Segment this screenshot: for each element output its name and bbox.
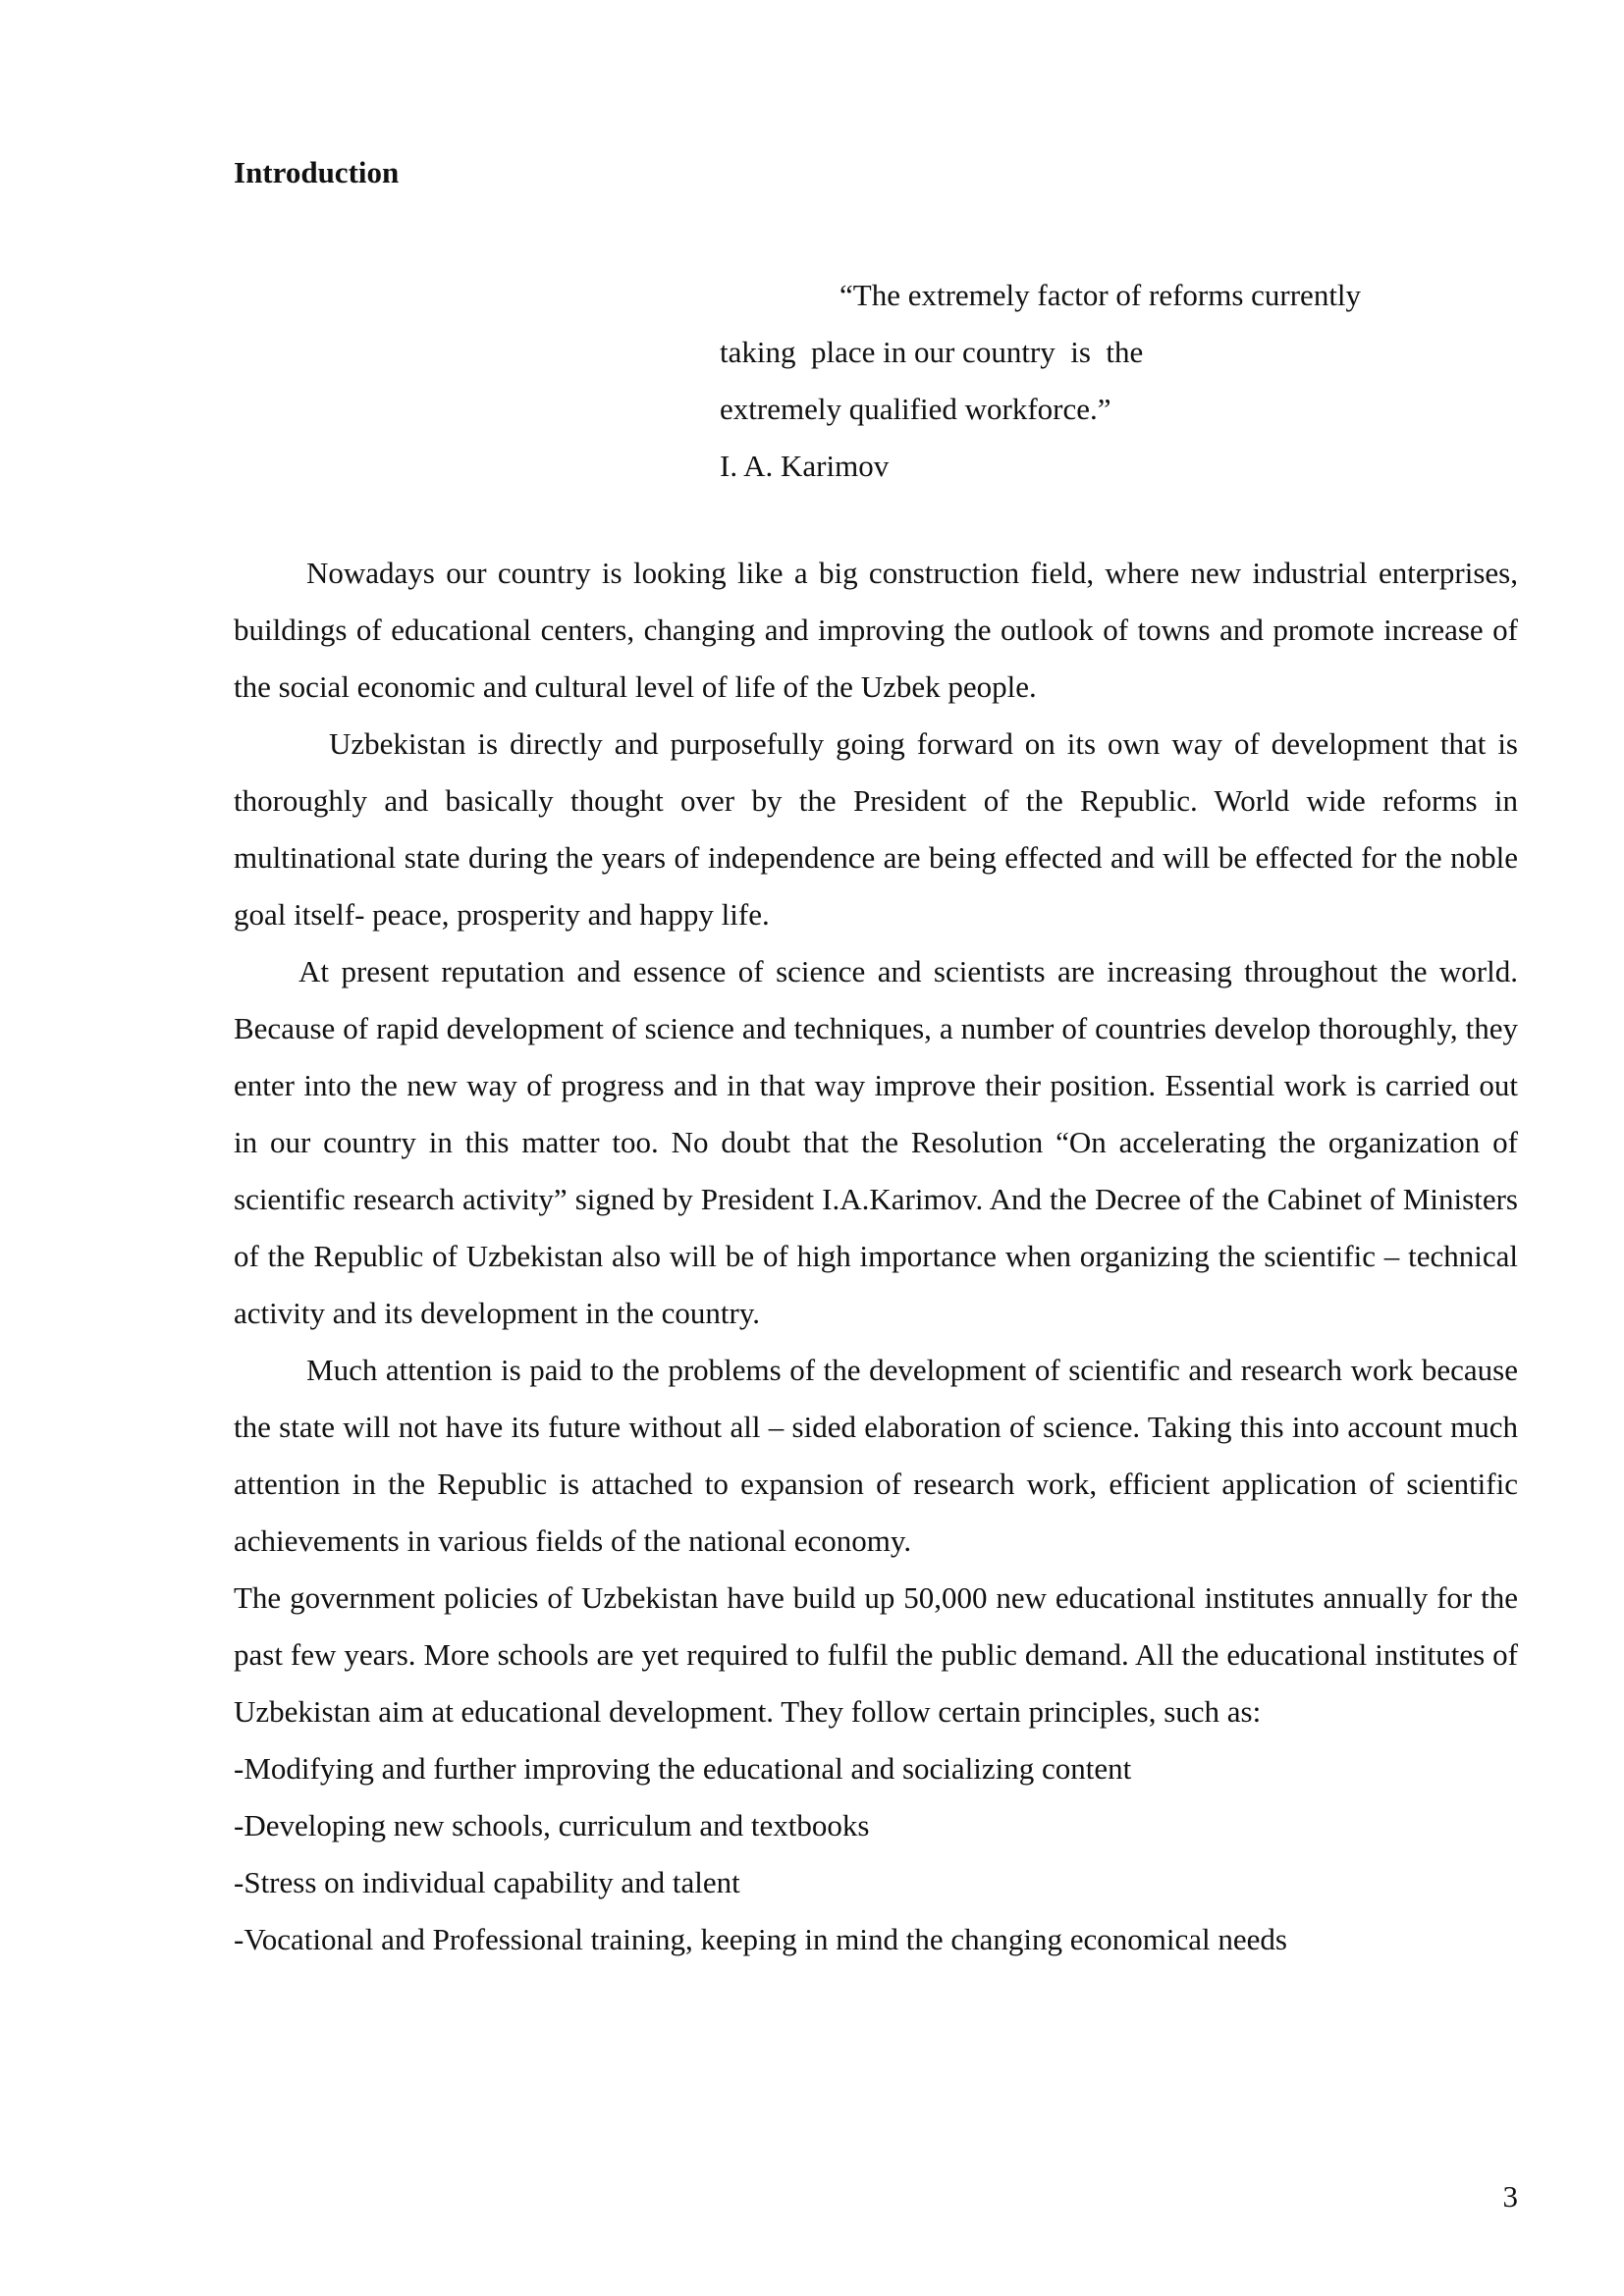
list-item: -Modifying and further improving the educational and socializing content [234,1751,1132,1786]
page-number: 3 [1502,2179,1518,2214]
list-item: -Stress on individual capability and talent [234,1865,740,1899]
paragraph: Uzbekistan is directly and purposefully going forward on its own way of development that is thoroughly and basically thought over by the President of the Republic. World wide reforms in multinational state during the years of independence are being effected and will be effected for the noble goal itself- peace, prosperity and happy life. [234,726,1518,932]
list-item: -Vocational and Professional training, keeping in mind the changing economical needs [234,1922,1287,1956]
epigraph-author: I. A. Karimov [720,449,890,483]
paragraph: At present reputation and essence of science and scientists are increasing throughout the world. Because of rapid development of science and techniques, a number of countries develop thoroughly, they enter into the new way of progress and in that way improve their position. Essential work is carried out in our country in this matter too. No doubt that the Resolution “On accelerating the organization of scientific research activity” signed by President I.A.Karimov. And the Decree of the Cabinet of Ministers of the Republic of Uzbekistan also will be of high importance when organizing the scientific – technical activity and its development in the country. [234,954,1518,1330]
epigraph-line: extremely qualified workforce.” [720,392,1111,426]
list-item: -Developing new schools, curriculum and textbooks [234,1808,870,1842]
epigraph-line: “The extremely factor of reforms currently [839,278,1362,312]
paragraph: Nowadays our country is looking like a big construction field, where new industrial enterprises, buildings of educational centers, changing and improving the outlook of towns and promote increase of the social economic and cultural level of life of the Uzbek people. [234,556,1518,704]
paragraph: Much attention is paid to the problems of the development of scientific and research work because the state will not have its future without all – sided elaboration of science. Taking this into account much attention in the Republic is attached to expansion of research work, efficient application of scientific achievements in various fields of the national economy. [234,1353,1518,1558]
epigraph-quote [720,267,1427,495]
section-heading: Introduction [234,155,400,189]
epigraph-line: taking place in our country is the [720,335,1144,369]
paragraph: The government policies of Uzbekistan have build up 50,000 new educational institutes annually for the past few years. More schools are yet required to fulfil the public demand. All the educational institutes of Uzbekistan aim at educational development. They follow certain principles, such as: [234,1580,1518,1729]
body-text [234,545,1518,1968]
